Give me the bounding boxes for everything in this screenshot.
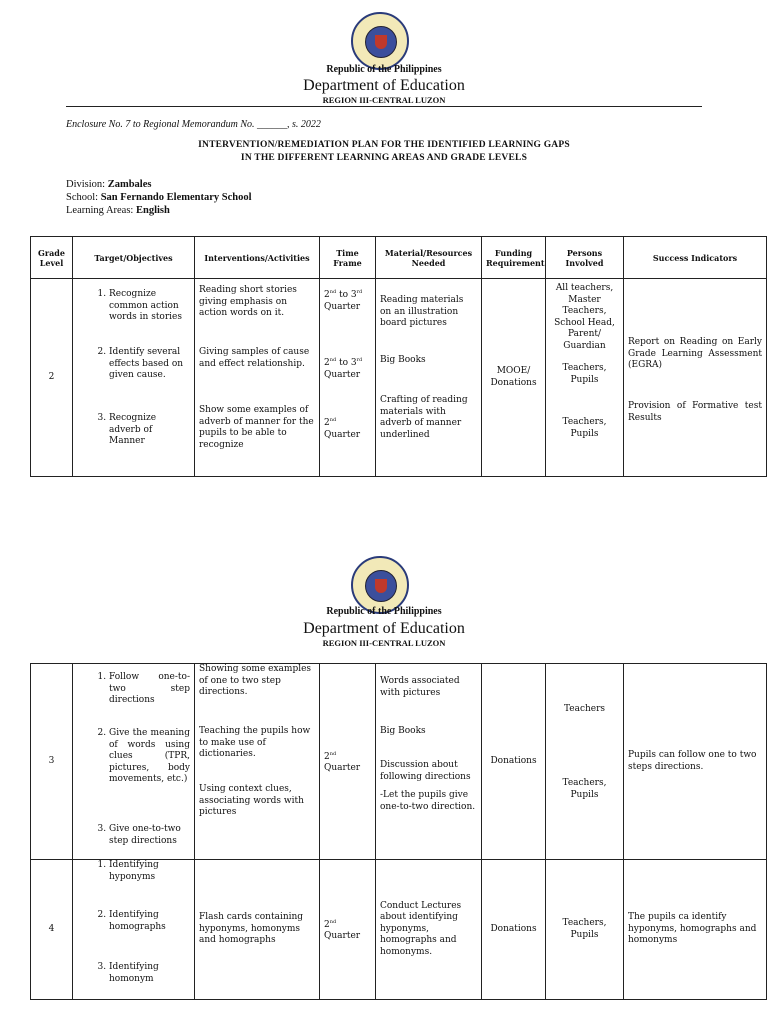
interventions-cell	[195, 279, 320, 477]
list-item: Provision of Formative test Results	[628, 401, 762, 423]
list-item: -Let the pupils give one-to-two direction.	[380, 790, 476, 812]
timeframe-2: 2nd to 3rd Quarter	[324, 357, 363, 380]
col-grade-level: Grade Level	[31, 237, 73, 279]
list-item: 1. Follow one-to-two step directions	[109, 672, 190, 728]
list-item: 1. Identifying hyponyms	[109, 860, 190, 910]
list-item: Teachers, Pupils	[562, 363, 607, 385]
timeframe-cell	[320, 279, 376, 477]
grade-cell: 4	[31, 860, 73, 1000]
school-row: School: San Fernando Elementary School	[66, 192, 252, 203]
list-item: Showing some examples of one to two step directions.	[199, 664, 312, 697]
list-item: Teachers, Pupils	[562, 417, 607, 439]
list-item: Reading materials on an illustration board pictures	[380, 295, 464, 328]
list-item: Crafting of reading materials with adverb of manner underlined	[380, 395, 468, 440]
list-item: 2. Give the meaning of words using clues (TPR, pictures, body movements, etc.)	[109, 728, 190, 824]
timeframe-3: 2nd Quarter	[324, 417, 361, 440]
objectives-cell	[73, 279, 195, 477]
grade-cell: 3	[31, 664, 73, 860]
list-item: Discussion about following directions	[380, 760, 471, 782]
persons-cell	[546, 664, 624, 860]
table-row	[31, 860, 767, 1000]
col-persons: Persons Involved	[546, 237, 624, 279]
list-item: Big Books	[380, 355, 426, 365]
list-item: 2. Identifying homographs	[109, 910, 190, 962]
deped-seal	[351, 12, 409, 70]
plan-table-grade3-4	[30, 663, 767, 1000]
list-item: Big Books	[380, 726, 426, 736]
school-info	[66, 178, 466, 217]
list-item: All teachers, Master Teachers, School Head, Parent/ Guardian	[554, 283, 615, 351]
grade-cell: 2	[31, 279, 73, 477]
col-interventions: Interventions/Activities	[195, 237, 320, 279]
republic-label-2: Republic of the Philippines	[326, 606, 442, 617]
region-label: REGION III-CENTRAL LUZON	[322, 95, 446, 105]
list-item: 3. Give one-to-two step directions	[109, 824, 190, 847]
materials-cell	[376, 664, 482, 860]
plan-title-line2: IN THE DIFFERENT LEARNING AREAS AND GRADE LEVELS	[240, 153, 528, 163]
list-item: Show some examples of adverb of manner for the pupils to be able to recognize	[199, 405, 314, 450]
list-item: Teaching the pupils how to make use of dictionaries.	[199, 726, 311, 759]
list-item: Teachers	[563, 704, 606, 714]
materials-cell: Conduct Lectures about identifying hyponyms, homographs and homonyms.	[376, 860, 482, 1000]
timeframe-cell: 2nd Quarter	[320, 860, 376, 1000]
list-item: Using context clues, associating words with pictures	[199, 784, 304, 817]
materials-cell	[376, 279, 482, 477]
list-item: 3. Recognize adverb of Manner	[109, 413, 190, 448]
department-title-2: Department of Education	[303, 620, 465, 637]
timeframe-1: 2nd to 3rd Quarter	[324, 289, 363, 312]
persons-cell	[546, 279, 624, 477]
department-title: Department of Education	[303, 77, 465, 94]
timeframe-cell: 2nd Quarter	[320, 664, 376, 860]
header-rule	[66, 106, 702, 107]
indicators-cell	[624, 279, 767, 477]
funding-cell: Donations	[482, 860, 546, 1000]
enclosure-note: Enclosure No. 7 to Regional Memorandum No. ______, s. 2022	[66, 119, 321, 130]
col-indicators: Success Indicators	[624, 237, 767, 279]
interventions-cell	[195, 664, 320, 860]
region-label-2: REGION III-CENTRAL LUZON	[322, 638, 446, 648]
list-item: Report on Reading on Early Grade Learning Assessment (EGRA)	[628, 337, 762, 370]
republic-label: Republic of the Philippines	[326, 64, 442, 75]
col-materials: Material/Resources Needed	[376, 237, 482, 279]
list-item: 3. Identifying homonym	[109, 962, 190, 985]
learning-area-row: Learning Areas: English	[66, 205, 170, 216]
list-item: 1. Recognize common action words in stories	[109, 289, 190, 347]
col-time-frame: Time Frame	[320, 237, 376, 279]
list-item: Words associated with pictures	[380, 676, 460, 698]
list-item: Teachers, Pupils	[562, 778, 607, 800]
table-row	[31, 279, 767, 477]
objectives-cell	[73, 664, 195, 860]
objectives-cell	[73, 860, 195, 1000]
division-row: Division: Zambales	[66, 179, 152, 190]
col-funding: Funding Requirement	[482, 237, 546, 279]
funding-cell: Donations	[482, 664, 546, 860]
funding-cell: MOOE/ Donations	[482, 279, 546, 477]
col-target-objectives: Target/Objectives	[73, 237, 195, 279]
interventions-cell: Flash cards containing hyponyms, homonyms and homographs	[195, 860, 320, 1000]
list-item: Giving samples of cause and effect relationship.	[199, 347, 310, 369]
list-item: 2. Identify several effects based on given cause.	[109, 347, 190, 413]
indicators-cell: The pupils ca identify hyponyms, homographs and homonyms	[624, 860, 767, 1000]
persons-cell: Teachers, Pupils	[546, 860, 624, 1000]
plan-table-grade2	[30, 236, 767, 477]
plan-title-line1: INTERVENTION/REMEDIATION PLAN FOR THE IDENTIFIED LEARNING GAPS	[198, 140, 570, 150]
list-item: Reading short stories giving emphasis on action words on it.	[199, 285, 297, 318]
indicators-cell: Pupils can follow one to two steps directions.	[624, 664, 767, 860]
table-row	[31, 664, 767, 860]
